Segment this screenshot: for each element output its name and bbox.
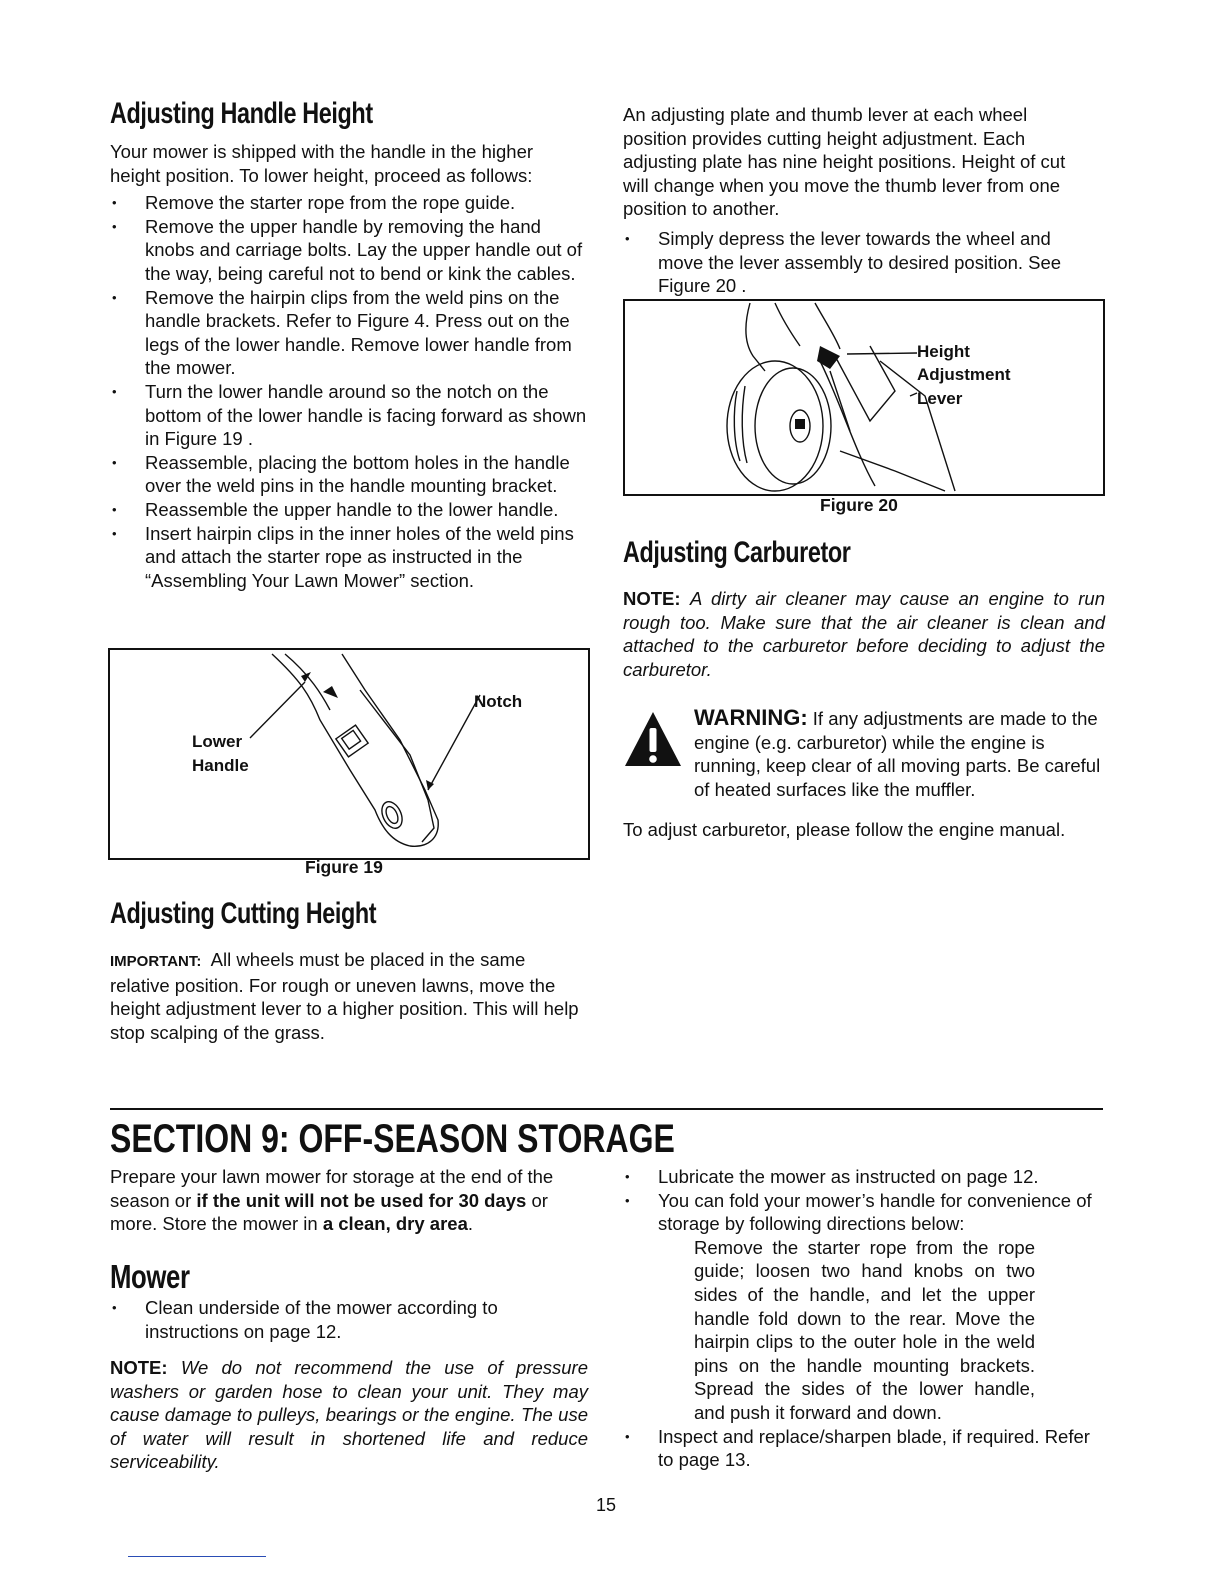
list-item: • Remove the hairpin clips from the weld pins on the handle brackets. Refer to Figure 4. Press out on the legs of the lower handle. Remove lower handle from the mower.	[110, 286, 590, 380]
list-item: • Simply depress the lever towards the wheel and move the lever assembly to desired position. See Figure 20 .	[623, 227, 1098, 298]
note-text: A dirty air cleaner may cause an engine to run rough too. Make sure that the air cleaner is clean and attached to the carburetor before deciding to adjust the carburetor.	[623, 588, 1106, 680]
handle-height-steps	[110, 191, 590, 592]
section-divider	[110, 1108, 1103, 1110]
warning-icon	[623, 710, 683, 768]
section-title-handle-height: Adjusting Handle Height	[110, 97, 373, 130]
height-label: Height	[917, 342, 970, 361]
figure-20	[623, 299, 1105, 496]
carburetor-warning	[694, 706, 1104, 801]
figure-19	[108, 648, 590, 860]
carburetor-note	[623, 587, 1105, 681]
cutting-height-steps	[623, 227, 1098, 298]
mower-steps	[110, 1296, 550, 1343]
cutting-height-body	[623, 103, 1098, 298]
lower-label: Lower	[192, 732, 243, 751]
important-text: All wheels must be placed in the same relative position. For rough or uneven lawns, move the height adjustment lever to a higher position. This will help stop scalping of the grass.	[110, 949, 579, 1043]
storage-intro-text-2: or more. Store the mower in	[110, 1189, 548, 1235]
fold-directions: Remove the starter rope from the rope guide; loosen two hand knobs on two sides of the handle, and let the upper handle fold down to the rear. Move the hairpin clips to the outer hole in the weld pins on the handle mounting brackets. Spread the sides of the lower handle, and push it forward and down.	[694, 1236, 1035, 1423]
list-item: • Reassemble the upper handle to the lower handle.	[110, 498, 590, 522]
list-item: • Reassemble, placing the bottom holes in the handle over the weld pins in the handle mounting bracket.	[110, 451, 590, 498]
storage-note-text: We do not recommend the use of pressure washers or garden hose to clean your unit. They may cause damage to pulleys, bearings or the engine. The use of water will result in shortened life and reduce serviceability.	[110, 1357, 588, 1473]
lower-handle-illustration	[110, 650, 588, 858]
storage-intro-text-1: Prepare your lawn mower for storage at the end of the season or	[110, 1166, 554, 1211]
handle-height-intro: Your mower is shipped with the handle in the higher height position. To lower height, proceed as follows:	[110, 141, 534, 186]
height-adjustment-illustration	[625, 301, 1103, 494]
list-item: • Inspect and replace/sharpen blade, if required. Refer to page 13.	[623, 1425, 1103, 1472]
handle-label: Handle	[192, 756, 249, 775]
warning-text: If any adjustments are made to the engine (e.g. carburetor) while the engine is running, keep clear of all moving parts. Be careful of heated surfaces like the muffler.	[694, 708, 1101, 800]
mower-title: Mower	[110, 1258, 190, 1295]
lever-label: Lever	[917, 389, 963, 408]
list-item: • Turn the lower handle around so the notch on the bottom of the lower handle is facing forward as shown in Figure 19 .	[110, 380, 590, 451]
storage-note	[110, 1356, 588, 1474]
storage-intro-bold-1: if the unit will not be used for 30 days	[196, 1189, 527, 1211]
list-item: • Lubricate the mower as instructed on page 12.	[623, 1165, 1103, 1189]
carburetor-final-text: To adjust carburetor, please follow the engine manual.	[623, 819, 1066, 840]
list-item: • Remove the upper handle by removing the hand knobs and carriage bolts. Lay the upper handle out of the way, being careful not to bend or kink the cables.	[110, 215, 590, 286]
carburetor-final	[623, 818, 1113, 842]
list-item: • Remove the starter rope from the rope guide.	[110, 191, 590, 215]
page-number: 15	[596, 1495, 617, 1515]
important-label: IMPORTANT:	[110, 953, 202, 970]
storage-note-label: NOTE:	[110, 1357, 168, 1378]
notch-label: Notch	[474, 692, 523, 711]
cutting-height-para: An adjusting plate and thumb lever at each wheel position provides cutting height adjustment. Each adjusting plate has nine height positions. Height of cut will change when you move the thumb lever from one position to another.	[623, 104, 1066, 220]
adjustment-label: Adjustment	[917, 365, 1011, 384]
handle-height-body	[110, 140, 590, 592]
storage-right-steps	[623, 1165, 1103, 1472]
storage-intro-bold-2: a clean, dry area	[322, 1213, 468, 1235]
storage-intro-text-3: .	[467, 1213, 473, 1235]
figure-20-caption: Figure 20	[820, 495, 898, 515]
note-label: NOTE:	[623, 588, 681, 609]
list-item: • You can fold your mower’s handle for convenience of storage by following directions below:	[623, 1189, 1103, 1236]
list-item: • Insert hairpin clips in the inner holes of the weld pins and attach the starter rope as instructed in the “Assembling Your Lawn Mower” section.	[110, 522, 590, 593]
section-title-carburetor: Adjusting Carburetor	[623, 536, 851, 569]
storage-intro	[110, 1165, 585, 1236]
footer-rule	[128, 1556, 266, 1557]
section-title-cutting-height: Adjusting Cutting Height	[110, 897, 377, 930]
figure-19-caption: Figure 19	[305, 857, 383, 877]
warning-label: WARNING:	[694, 705, 808, 730]
section-9-title: SECTION 9: OFF-SEASON STORAGE	[110, 1117, 675, 1161]
list-item: • Clean underside of the mower according to instructions on page 12.	[110, 1296, 550, 1343]
cutting-height-important	[110, 948, 580, 1044]
